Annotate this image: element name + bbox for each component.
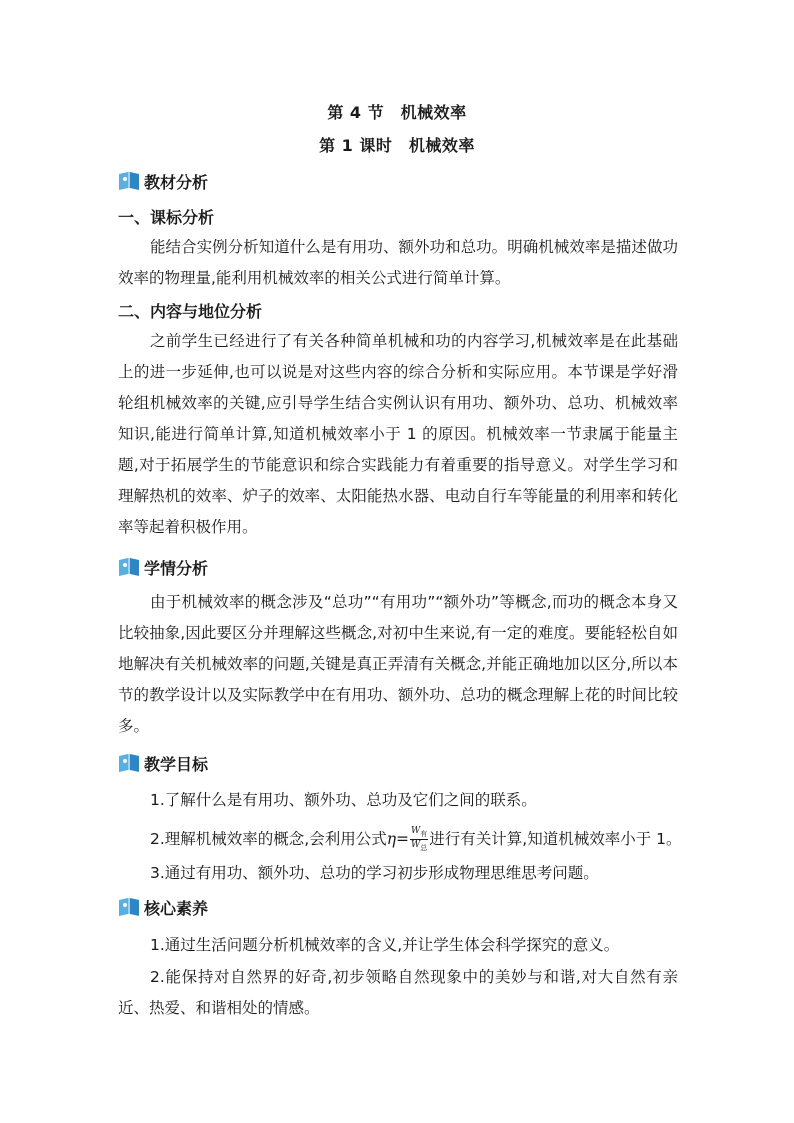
literacy-item-1: 1.通过生活问题分析机械效率的含义,并让学生体会科学探究的意义。 — [150, 936, 620, 954]
goal-item-2-prefix: 2.理解机械效率的概念,会利用公式 — [150, 829, 387, 848]
book-icon — [118, 753, 140, 773]
efficiency-symbol: η= — [386, 829, 409, 848]
section-title: 第 4 节 机械效率 — [327, 103, 467, 122]
paragraph-student-analysis: 由于机械效率的概念涉及“总功”“有用功”“额外功”等概念,而功的概念本身又比较抽象,因此要区分并理解这些概念,对初中生来说,有一定的难度。要能轻松自如地解决有关机械效率的问题,关键是真正弄清有关概念,并能正确地加以区分,所以本节的教学设计以及实际教学中在有用功、额外功、总功的概念理解上花的时间比较多。 — [118, 593, 678, 735]
paragraph-curriculum: 能结合实例分析知道什么是有用功、额外功和总功。明确机械效率是描述做功效率的物理量,能利用机械效率的相关公式进行简单计算。 — [118, 238, 678, 287]
goal-item-2 — [150, 826, 681, 853]
heading-text: 核心素养 — [144, 898, 209, 918]
goal-item-1: 1.了解什么是有用功、额外功、总功及它们之间的联系。 — [150, 791, 537, 809]
book-icon — [118, 557, 140, 577]
formula-numerator: $W_有$ — [411, 826, 428, 838]
book-icon — [118, 171, 140, 191]
heading-text: 教学目标 — [144, 754, 209, 774]
heading-teaching-goals — [118, 752, 208, 774]
paragraph-content-position: 之前学生已经进行了有关各种简单机械和功的内容学习,机械效率是在此基础上的进一步延伸,也可以说是对这些内容的综合分析和实际应用。本节课是学好滑轮组机械效率的关键,应引导学生结合实例认识有用功、额外功、总功、机械效率知识,能进行简单计算,知道机械效率小于 1 的原因。机械效率一节隶属于能量主题,对于拓展学生的节能意识和综合实践能力有着重要的指导意义。对学生学习和理解热机的效率、炉子的效率、太阳能热水器、电动自行车等能量的利用率和转化率等起着积极作用。 — [118, 332, 678, 536]
heading-student-analysis — [118, 556, 208, 578]
formula-denominator: $W_总$ — [411, 839, 428, 852]
efficiency-formula-fraction — [410, 826, 428, 853]
lesson-title: 第 1 课时 机械效率 — [319, 136, 475, 155]
subheading-curriculum: 一、课标分析 — [118, 208, 215, 227]
heading-text: 教材分析 — [144, 172, 209, 192]
subheading-content-position: 二、内容与地位分析 — [118, 302, 263, 321]
heading-textbook-analysis — [118, 170, 208, 192]
heading-text: 学情分析 — [144, 558, 209, 578]
literacy-item-2: 2.能保持对自然界的好奇,初步领略自然现象中的美妙与和谐,对大自然有亲近、热爱、和谐相处的情感。 — [118, 968, 678, 1017]
book-icon — [118, 897, 140, 917]
goal-item-3: 3.通过有用功、额外功、总功的学习初步形成物理思维思考问题。 — [150, 864, 599, 882]
goal-item-2-suffix: 进行有关计算,知道机械效率小于 1。 — [429, 829, 682, 848]
heading-core-literacy — [118, 896, 208, 918]
